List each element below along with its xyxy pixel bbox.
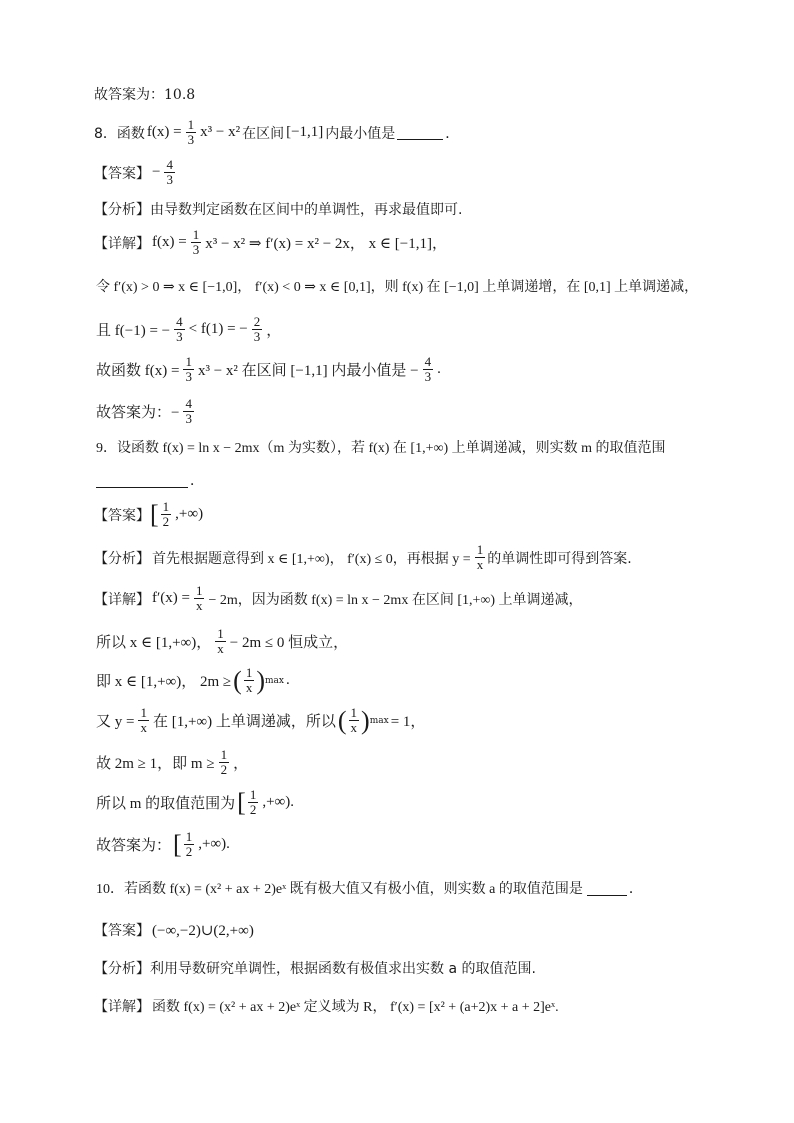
denominator: 2 [249, 802, 257, 817]
fraction [475, 543, 486, 572]
math: 在 [1,+∞) 上单调递减，所以 [152, 714, 336, 730]
denominator: x [140, 720, 147, 735]
fraction [186, 118, 197, 147]
numerator: 1 [217, 626, 224, 641]
math: ， [266, 323, 282, 339]
denominator: 2 [162, 514, 170, 529]
math: − [152, 164, 161, 180]
fraction [349, 706, 360, 735]
numerator: 1 [245, 665, 253, 680]
numerator: 4 [166, 157, 173, 172]
question-8-detail-4 [94, 355, 443, 384]
math: ,+∞). [198, 836, 230, 852]
fraction [164, 158, 175, 187]
math: 9．设函数 f(x) = ln x − 2mx（m 为实数），若 f(x) 在 [1,+∞) 上单调递减，则实数 m 的取值范围 [96, 441, 666, 456]
question-9-detail-2 [94, 627, 350, 656]
previous-answer-line [94, 84, 195, 104]
fraction [184, 830, 195, 859]
answer-tag: 【答案】 [94, 923, 150, 939]
fraction [248, 788, 259, 817]
answer-blank [96, 473, 188, 488]
text: ． [628, 881, 643, 897]
numerator: 1 [162, 499, 170, 514]
math: 所以 m 的取值范围为 [96, 796, 236, 812]
question-8-final [94, 397, 196, 426]
math: 函数 f(x) = (x² + ax + 2)eˣ 定义域为 R， f′(x) = [x² + (a+2)x + a + 2]eˣ. [152, 1000, 559, 1015]
math: − 2m，因为函数 f(x) = ln x − 2mx 在区间 [1,+∞) 上单调递减， [208, 592, 583, 608]
fraction [244, 666, 255, 695]
denominator: 3 [185, 369, 192, 384]
numerator: 1 [192, 227, 200, 242]
question-8-detail-2 [94, 276, 700, 296]
math: 又 y = [96, 714, 135, 730]
fraction [219, 748, 230, 777]
numerator: 2 [253, 314, 261, 329]
question-8-answer [94, 158, 177, 187]
math: ( [233, 665, 242, 695]
answer-blank [397, 125, 443, 140]
detail-tag: 【详解】 [94, 999, 150, 1015]
fraction [423, 355, 434, 384]
math: 故答案为： [96, 838, 172, 854]
question-10-analysis [94, 958, 536, 978]
question-10-answer [94, 920, 256, 940]
numerator: 4 [176, 314, 183, 329]
detail-tag: 【详解】 [94, 235, 150, 252]
denominator: x [350, 720, 358, 735]
text: 利用导数研究单调性，根据函数有极值求出实数 a 的取值范围. [150, 961, 536, 977]
question-9-blank-line [94, 470, 204, 490]
numerator: 1 [140, 705, 147, 720]
denominator: x [195, 598, 203, 613]
answer-tag: 【答案】 [94, 165, 150, 182]
numerator: 1 [187, 117, 195, 132]
denominator: x [217, 641, 224, 656]
denominator: 2 [185, 844, 193, 859]
fraction [191, 228, 202, 257]
math: [ [173, 829, 182, 859]
fraction [161, 500, 172, 529]
question-10 [94, 878, 643, 898]
question-9-final [94, 830, 232, 859]
denominator: x [476, 557, 484, 572]
fraction [215, 627, 226, 656]
math: [ [150, 499, 159, 529]
math: ,+∞). [262, 794, 294, 810]
math: 即 x ∈ [1,+∞)， 2m ≥ [96, 674, 232, 690]
denominator: 3 [253, 329, 261, 344]
numerator: 1 [220, 747, 228, 762]
math: x³ − x² ⇒ f′(x) = x² − 2x， x ∈ [−1,1]， [205, 236, 447, 252]
subscript: max [265, 675, 284, 686]
question-8-detail-1 [94, 228, 449, 257]
numerator: 1 [350, 705, 358, 720]
question-8-analysis [94, 199, 462, 219]
math: 令 f′(x) > 0 ⇒ x ∈ [−1,0]， f′(x) < 0 ⇒ x ∈ [0,1]，则 f(x) 在 [−1,0] 上单调递增，在 [0,1] 上单调递减， [96, 280, 699, 295]
subscript: max [369, 715, 389, 726]
math: ,+∞) [175, 506, 204, 522]
text: 的单调性即可得到答案. [487, 550, 632, 567]
answer-tag: 【答案】 [94, 507, 150, 524]
math: x³ − x² 在区间 [−1,1] 内最小值是 − [197, 363, 419, 379]
text: 内最小值是 [325, 125, 396, 142]
text: 由导数判定函数在区间中的单调性，再求最值即可. [150, 202, 463, 218]
denominator: 2 [220, 762, 228, 777]
text: ． [190, 473, 204, 489]
question-9-detail-4 [94, 706, 427, 735]
fraction [138, 706, 149, 735]
math: 故答案为：− [96, 405, 180, 421]
analysis-tag: 【分析】 [94, 550, 150, 567]
math: ) [256, 665, 265, 695]
math: . [437, 361, 441, 377]
numerator: 1 [249, 787, 257, 802]
numerator: 4 [424, 354, 432, 369]
detail-tag: 【详解】 [94, 591, 150, 608]
denominator: 3 [166, 172, 173, 187]
math: f(x) = [146, 124, 182, 140]
question-8-detail-3 [94, 315, 283, 344]
math: 故函数 f(x) = [96, 363, 180, 379]
math: f(x) = [152, 234, 187, 250]
analysis-tag: 【分析】 [94, 961, 150, 977]
text: 8．函数 [94, 125, 145, 142]
question-9 [94, 437, 668, 457]
text: ． [445, 125, 460, 142]
denominator: 3 [192, 242, 200, 257]
numerator: 1 [185, 829, 193, 844]
question-9-detail-1 [94, 584, 585, 613]
answer-blank [587, 881, 627, 896]
fraction [252, 315, 263, 344]
math: . [285, 672, 290, 688]
question-8 [94, 118, 459, 147]
math: − 2m ≤ 0 恒成立， [229, 635, 349, 651]
math: 且 f(−1) = − [96, 323, 171, 339]
question-10-detail [94, 996, 561, 1016]
question-9-analysis [94, 543, 632, 572]
question-9-detail-3 [94, 666, 292, 695]
denominator: 3 [185, 411, 192, 426]
text: 在区间 [242, 125, 285, 142]
math: 10．若函数 f(x) = (x² + ax + 2)eˣ 既有极大值又有极小值，则实数 a 的取值范围是 [96, 882, 583, 897]
math: ) [361, 705, 370, 735]
denominator: 3 [424, 369, 432, 384]
fraction [174, 315, 185, 344]
fraction [194, 584, 205, 613]
math: 故 2m ≥ 1，即 m ≥ [96, 756, 215, 772]
denominator: 3 [176, 329, 183, 344]
math: ， [233, 756, 249, 772]
fraction [183, 355, 194, 384]
fraction [183, 397, 194, 426]
question-9-answer [94, 500, 205, 529]
math: = 1， [390, 714, 426, 730]
math: < f(1) = − [188, 321, 248, 337]
text: 故答案为：10.8 [94, 87, 196, 103]
math: [−1,1] [286, 124, 324, 140]
question-9-detail-6 [94, 788, 296, 817]
math: 首先根据题意得到 x ∈ [1,+∞)， f′(x) ≤ 0，再根据 y = [152, 551, 471, 567]
numerator: 4 [185, 396, 192, 411]
math: [ [237, 787, 246, 817]
math: x³ − x² [200, 124, 241, 140]
numerator: 1 [476, 542, 484, 557]
denominator: x [245, 680, 253, 695]
question-9-detail-5 [94, 748, 250, 777]
math: 所以 x ∈ [1,+∞)， [96, 635, 212, 651]
math: (−∞,−2)∪(2,+∞) [152, 922, 254, 939]
math: ( [337, 705, 347, 735]
numerator: 1 [195, 583, 203, 598]
math: f′(x) = [152, 590, 190, 606]
numerator: 1 [185, 354, 192, 369]
denominator: 3 [187, 132, 195, 147]
analysis-tag: 【分析】 [94, 202, 150, 218]
